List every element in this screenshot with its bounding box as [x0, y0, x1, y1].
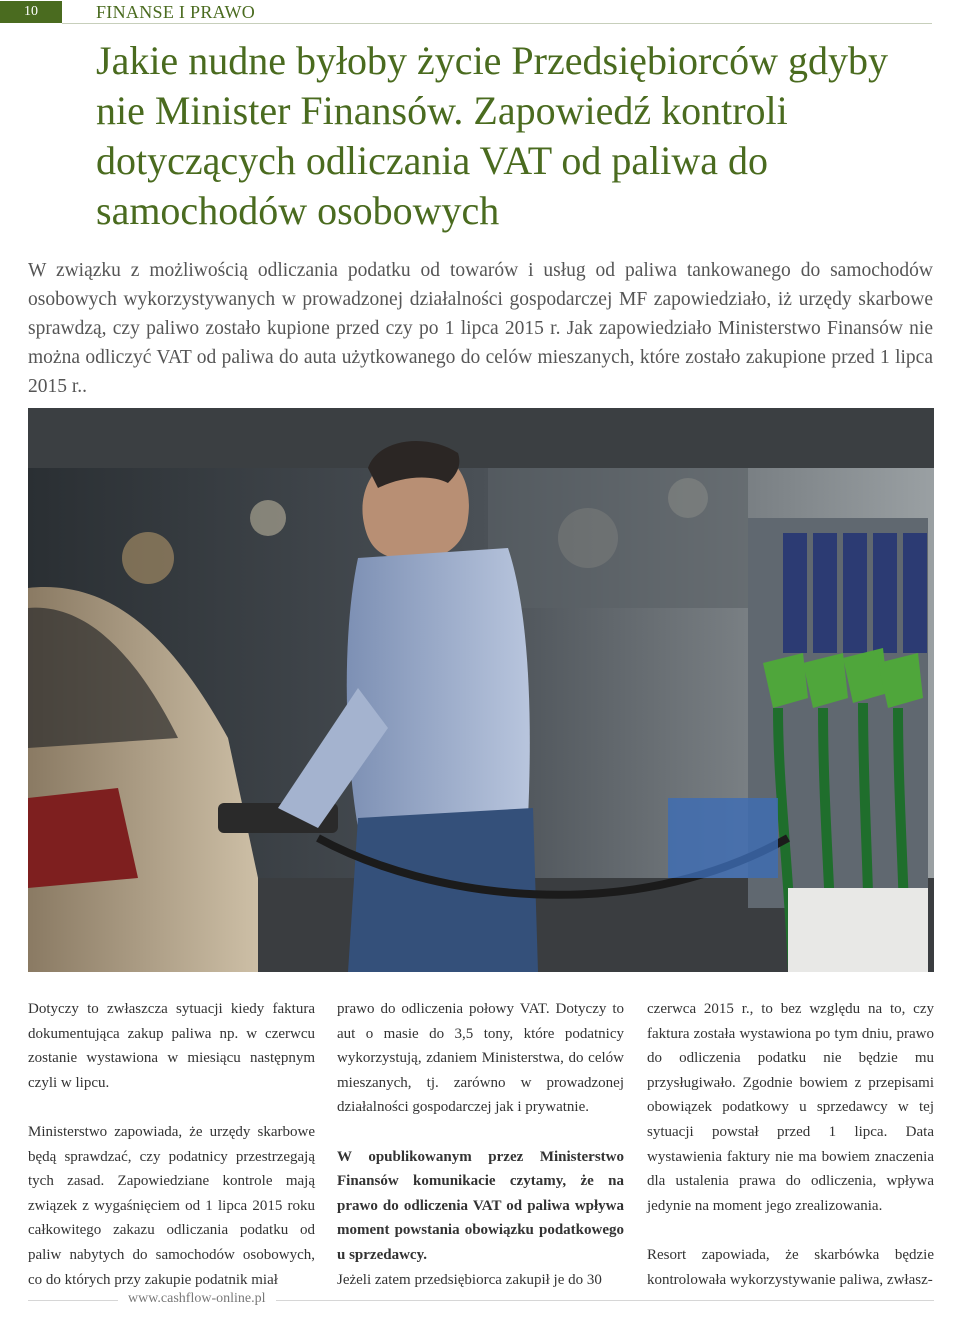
- paragraph: prawo do odliczenia połowy VAT. Dotyczy to aut o masie do 3,5 tony, które podatnicy wykorzystują, zdaniem Ministerstwa, do celów mieszanych, tj. zarówno w prowadzonej działalności gospodarczej jak i prywatnie.: [337, 1001, 624, 1116]
- text-column-3: [647, 997, 934, 1317]
- text-column-2: [337, 997, 624, 1317]
- paragraph: czerwca 2015 r., to bez względu na to, czy faktura została wystawiona po tym dniu, prawo do odliczenia podatku nie będzie mu przysługiwało. Zgodnie bowiem z przepisami obowiązek podatkowy u sprzedawcy w tej sytuacji powstał przed 1 lipca. Data wystawienia faktury nie ma bowiem znaczenia dla ustalenia prawa do odliczenia, wpływa jedynie na moment jego zrealizowania.: [647, 1001, 934, 1214]
- paragraph: Resort zapowiada, że skarbówka będzie kontrolowała wykorzystywanie paliwa, zwłasz-: [647, 1246, 934, 1288]
- header-divider: [62, 23, 932, 24]
- bold-paragraph: W opublikowanym przez Ministerstwo Finansów komunikacie czytamy, że na prawo do odliczenia VAT od paliwa wpływa moment powstania obowiązku podatkowego u sprzedawcy.: [337, 1148, 624, 1263]
- paragraph: Jeżeli zatem przedsiębiorca zakupił je do 30: [337, 1271, 602, 1288]
- paragraph: Ministerstwo zapowiada, że urzędy skarbowe będą sprawdzać, czy podatnicy przestrzegają tych zasad. Zapowiedziane kontrole mają związek z wygaśnięciem od 1 lipca 2015 roku całkowitego zakazu odliczania podatku od paliw nabytych do samochodów osobowych, co do których przy zakupie podatnik miał: [28, 1123, 315, 1288]
- text-column-1: [28, 997, 315, 1317]
- page-header: [0, 0, 960, 26]
- paragraph: Dotyczy to zwłaszcza sytuacji kiedy faktura dokumentująca zakup paliwa np. w czerwcu zostanie wystawiona w miesiącu następnym czyli w lipcu.: [28, 1001, 315, 1091]
- page-number: 10: [0, 1, 62, 23]
- footer-url: www.cashflow-online.pl: [118, 1291, 276, 1307]
- article-lead: W związku z możliwością odliczania podatku od towarów i usług od paliwa tankowanego do samochodów osobowych wykorzystywanych w prowadzonej działalności gospodarczej MF zapowiedziało, iż urzędy skarbowe sprawdzą, czy paliwo zostało kupione przed czy po 1 lipca 2015 r. Jak zapowiedziało Ministerstwo Finansów nie można odliczyć VAT od paliwa do auta użytkowanego do celów mieszanych, które zostało zakupione przed 1 lipca 2015 r..: [28, 260, 933, 397]
- article-title: Jakie nudne byłoby życie Przedsiębiorców gdyby nie Minister Finansów. Zapowiedź kontroli dotyczących odliczania VAT od paliwa do samochodów osobowych: [96, 38, 889, 233]
- gas-station-photo: [28, 408, 934, 972]
- section-label: FINANSE I PRAWO: [96, 2, 256, 22]
